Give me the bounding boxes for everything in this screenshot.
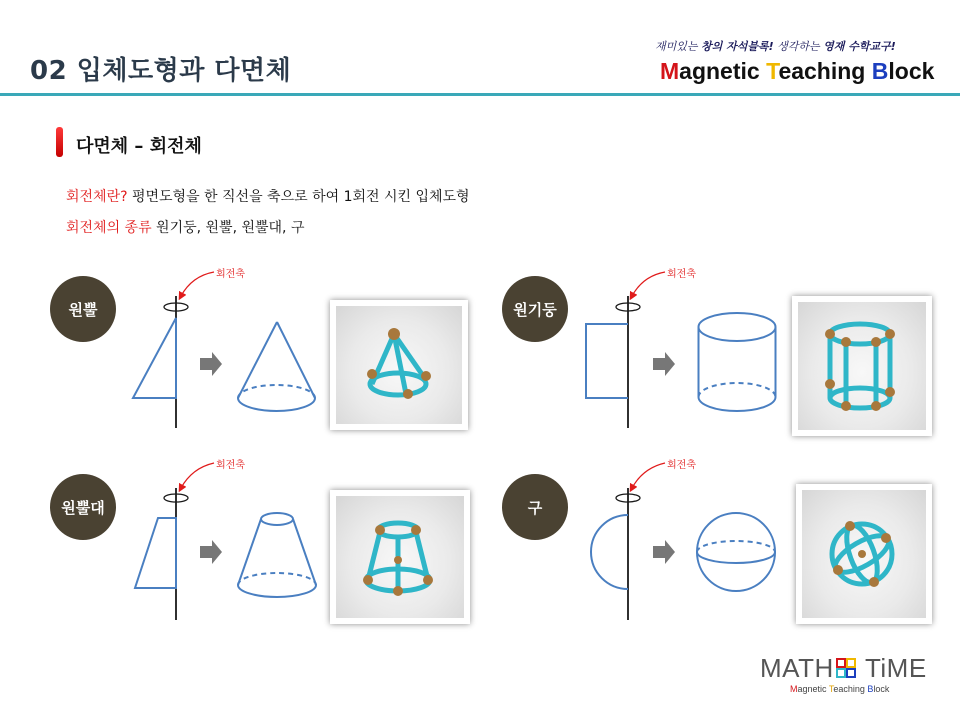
- sphere-outline: [697, 513, 775, 591]
- badge-cylinder: 원기둥: [502, 276, 568, 342]
- frustum-diagram: [135, 463, 316, 620]
- axis-label-sphere: 회전축: [667, 460, 696, 471]
- logo-math-text: MATH TiME: [760, 653, 927, 683]
- right-triangle-shape: [133, 318, 176, 398]
- right-arrow-icon: [200, 352, 222, 376]
- cylinder-base-back: [699, 383, 776, 397]
- photo-cylinder-model: [792, 296, 932, 436]
- types-term: 회전체의 종류: [66, 220, 152, 236]
- frustum-base-front: [238, 585, 316, 597]
- rotation-pointer-arrow: [632, 272, 665, 296]
- photo-frustum-model: [330, 490, 470, 624]
- frustum-base-back: [238, 573, 316, 585]
- sphere-equator-front: [697, 552, 775, 563]
- frustum-block-model: [336, 496, 464, 618]
- frustum-top: [261, 513, 293, 525]
- definition-term: 회전체란?: [66, 189, 128, 205]
- page-title: 02 입체도형과 다면체: [30, 56, 292, 86]
- sphere-equator-back: [697, 541, 775, 552]
- frustum-side-right: [293, 519, 316, 585]
- definition-text: 평면도형을 한 직선을 축으로 하여 1회전 시킨 입체도형: [127, 189, 470, 205]
- frustum-side-left: [238, 519, 261, 585]
- axis-label-cone: 회전축: [216, 269, 245, 280]
- cone-side-right: [277, 322, 315, 398]
- cylinder-diagram: [586, 272, 776, 428]
- right-arrow-icon: [653, 540, 675, 564]
- right-arrow-icon: [653, 352, 675, 376]
- logo-subtitle: Magnetic Teaching Block: [790, 684, 890, 694]
- cone-side-left: [238, 322, 277, 398]
- cylinder-base-front: [699, 397, 776, 411]
- logo-cube-icon: [835, 657, 857, 679]
- right-arrow-icon: [200, 540, 222, 564]
- badge-sphere: 구: [502, 474, 568, 540]
- trapezoid-shape: [135, 518, 176, 588]
- cone-base-front: [238, 398, 315, 411]
- types-text: 원기둥, 원뿔, 원뿔대, 구: [151, 220, 305, 236]
- cylinder-top: [699, 313, 776, 341]
- footer-logo: [760, 653, 927, 694]
- sphere-diagram: [591, 463, 775, 620]
- cone-block-model: [336, 306, 462, 424]
- photo-cone-model: [330, 300, 468, 430]
- axis-label-frustum: 회전축: [216, 460, 245, 471]
- semicircle-shape: [591, 515, 628, 589]
- brand-name: Magnetic Teaching Block: [660, 58, 935, 84]
- cylinder-block-model: [798, 302, 926, 430]
- badge-frustum: 원뿔대: [50, 474, 116, 540]
- sphere-block-model: [802, 490, 926, 618]
- rotation-pointer-arrow: [181, 463, 214, 488]
- badge-cone: 원뿔: [50, 276, 116, 342]
- rotation-pointer-arrow: [181, 272, 214, 296]
- rectangle-shape: [586, 324, 628, 398]
- rotation-pointer-arrow: [632, 463, 665, 488]
- section-title: 다면체 – 회전체: [76, 136, 202, 157]
- brand-tagline: 재미있는 창의 자석블록! 생각하는 영재 수학교구!: [655, 40, 896, 53]
- photo-sphere-model: [796, 484, 932, 624]
- cone-diagram: [133, 272, 315, 428]
- cone-base-back: [238, 385, 315, 398]
- axis-label-cylinder: 회전축: [667, 269, 696, 280]
